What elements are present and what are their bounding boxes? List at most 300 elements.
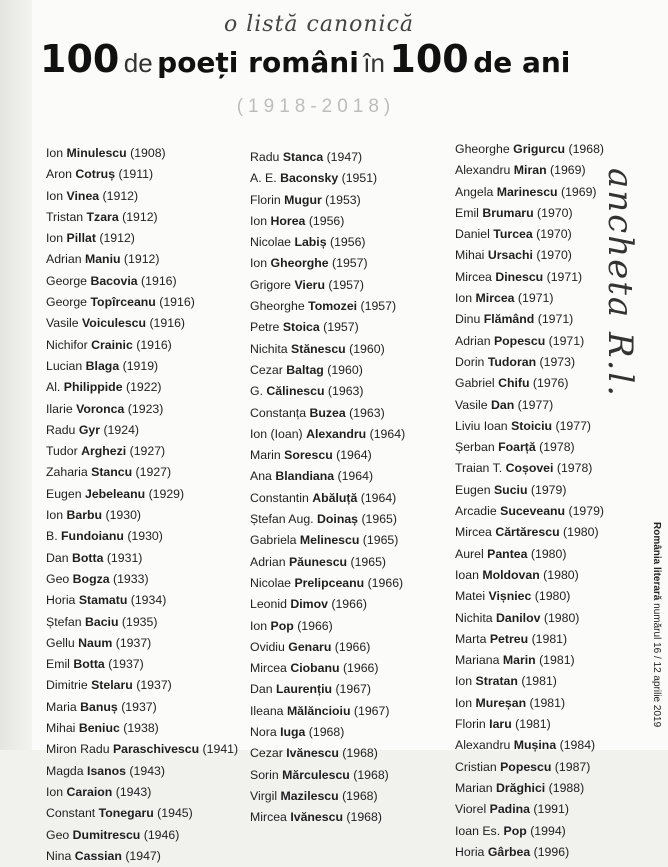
poet-last-name: Vieru bbox=[294, 277, 325, 292]
poet-first-name: Tristan bbox=[46, 209, 84, 224]
poet-first-name: Dinu bbox=[455, 312, 481, 327]
poet-debut-year: (1957) bbox=[332, 256, 368, 271]
poet-first-name: Lucian bbox=[46, 358, 83, 373]
poet-last-name: Horea bbox=[270, 213, 306, 228]
poet-entry bbox=[250, 509, 450, 530]
poet-entry bbox=[250, 743, 450, 764]
source-credit bbox=[648, 522, 668, 752]
survey-signature bbox=[600, 168, 650, 399]
poet-entry bbox=[46, 356, 246, 377]
poet-last-name: Coșovei bbox=[505, 461, 554, 476]
poet-last-name: Gârbea bbox=[487, 844, 531, 859]
poet-first-name: Ion bbox=[250, 256, 268, 271]
poet-first-name: Mihai bbox=[46, 721, 76, 736]
poet-last-name: Pantea bbox=[487, 546, 528, 561]
poet-last-name: Vișniec bbox=[488, 589, 532, 604]
poet-entry bbox=[250, 552, 450, 573]
poet-first-name: Ioan bbox=[455, 567, 479, 582]
poet-first-name: Radu bbox=[46, 422, 76, 437]
poet-last-name: Popescu bbox=[500, 759, 552, 774]
poet-debut-year: (1922) bbox=[125, 380, 162, 395]
poet-last-name: Mușina bbox=[513, 738, 557, 753]
poet-debut-year: (1937) bbox=[136, 678, 172, 693]
poet-entry bbox=[250, 594, 450, 615]
poet-entry bbox=[455, 693, 655, 714]
poet-first-name: Ion bbox=[46, 784, 64, 799]
poet-last-name: Mazilescu bbox=[280, 788, 339, 803]
poet-last-name: Păunescu bbox=[288, 554, 348, 569]
poet-first-name: Alexandru bbox=[455, 738, 511, 753]
poet-last-name: Mălăncioiu bbox=[286, 703, 351, 718]
poet-debut-year: (1937) bbox=[108, 657, 144, 672]
poet-last-name: Cassian bbox=[74, 848, 122, 863]
poet-entry bbox=[250, 360, 450, 381]
poet-debut-year: (1943) bbox=[115, 784, 152, 799]
poet-last-name: Popescu bbox=[493, 333, 546, 348]
poet-last-name: Stoica bbox=[282, 320, 320, 335]
page-title bbox=[40, 37, 620, 81]
poet-first-name: Constant bbox=[46, 806, 96, 821]
kicker-title: o listă canonică bbox=[223, 12, 415, 37]
poet-first-name: Mircea bbox=[455, 269, 492, 284]
poet-entry bbox=[46, 803, 246, 824]
poet-last-name: Blandiana bbox=[275, 469, 335, 484]
poet-last-name: Philippide bbox=[63, 380, 123, 395]
poet-debut-year: (1970) bbox=[536, 248, 572, 263]
year-range: (1918-2018) bbox=[236, 96, 396, 117]
poet-debut-year: (1937) bbox=[121, 699, 157, 714]
poet-debut-year: (1988) bbox=[548, 780, 585, 795]
poet-debut-year: (1979) bbox=[530, 482, 567, 497]
poet-entry bbox=[455, 458, 655, 479]
poet-debut-year: (1971) bbox=[517, 291, 554, 306]
poet-entry bbox=[46, 462, 246, 483]
poet-last-name: Ciobanu bbox=[290, 661, 340, 676]
poet-last-name: Călinescu bbox=[266, 384, 325, 399]
poet-last-name: Voiculescu bbox=[82, 316, 147, 331]
poet-debut-year: (1943) bbox=[129, 763, 165, 778]
poet-debut-year: (1969) bbox=[560, 184, 597, 199]
title-number-2: 100 bbox=[389, 37, 469, 81]
poet-debut-year: (1976) bbox=[532, 376, 569, 391]
poet-first-name: Ion bbox=[46, 188, 64, 203]
poet-debut-year: (1968) bbox=[353, 767, 389, 782]
poet-debut-year: (1960) bbox=[349, 341, 385, 356]
poet-entry bbox=[250, 190, 450, 211]
poet-last-name: Barbu bbox=[66, 508, 103, 523]
poet-debut-year: (1970) bbox=[536, 227, 572, 242]
poet-entry bbox=[455, 608, 655, 629]
poet-first-name: Nina bbox=[46, 848, 72, 863]
poet-entry bbox=[46, 761, 246, 782]
poet-first-name: Emil bbox=[455, 205, 479, 220]
poet-debut-year: (1980) bbox=[543, 610, 580, 625]
poet-last-name: Banuș bbox=[80, 699, 118, 714]
poet-entry bbox=[46, 590, 246, 611]
poet-entry bbox=[46, 675, 246, 696]
poet-entry bbox=[46, 718, 246, 739]
poet-last-name: Paraschivescu bbox=[112, 742, 200, 757]
poet-first-name: Virgil bbox=[250, 788, 278, 803]
poet-last-name: Chifu bbox=[498, 376, 530, 391]
poet-last-name: Botta bbox=[71, 550, 104, 565]
poet-entry bbox=[46, 654, 246, 675]
poet-debut-year: (1947) bbox=[125, 848, 161, 863]
poet-debut-year: (1987) bbox=[554, 759, 591, 774]
poet-debut-year: (1938) bbox=[123, 721, 159, 736]
poet-debut-year: (1981) bbox=[529, 695, 566, 710]
title-word-in: în bbox=[363, 48, 385, 78]
poet-first-name: Gellu bbox=[46, 635, 75, 650]
poet-last-name: Foarță bbox=[498, 440, 536, 455]
poet-last-name: Tzara bbox=[86, 209, 119, 224]
poet-entry bbox=[455, 565, 655, 586]
poet-last-name: Cotruș bbox=[75, 167, 116, 182]
poet-debut-year: (1973) bbox=[539, 354, 576, 369]
poet-first-name: Vasile bbox=[46, 316, 79, 331]
poet-first-name: Sorin bbox=[250, 767, 279, 782]
poet-last-name: Marinescu bbox=[496, 184, 558, 199]
poet-last-name: Stratan bbox=[475, 674, 518, 689]
poet-first-name: Horia bbox=[46, 593, 76, 608]
poet-entry bbox=[46, 484, 246, 505]
poet-entry bbox=[455, 757, 655, 778]
poet-entry bbox=[46, 186, 246, 207]
poet-last-name: Petreu bbox=[489, 631, 529, 646]
poet-first-name: Cristian bbox=[455, 759, 497, 774]
poet-last-name: Tonegaru bbox=[98, 806, 154, 821]
poet-entry bbox=[46, 633, 246, 654]
poet-first-name: Ștefan Aug. bbox=[250, 512, 314, 527]
poet-entry bbox=[250, 616, 450, 637]
poet-debut-year: (1927) bbox=[135, 465, 172, 480]
title-word-ani: de ani bbox=[473, 46, 571, 79]
poet-last-name: Mircea bbox=[475, 291, 515, 306]
poet-first-name: Ana bbox=[250, 469, 272, 484]
poet-debut-year: (1964) bbox=[369, 426, 406, 441]
source-issue: numărul 16 / 12 aprilie 2019 bbox=[651, 603, 662, 728]
poet-debut-year: (1968) bbox=[308, 725, 345, 740]
poet-entry bbox=[455, 501, 655, 522]
poet-entry bbox=[46, 548, 246, 569]
poet-first-name: Ion bbox=[250, 213, 268, 228]
poet-column-2 bbox=[250, 147, 450, 829]
poet-debut-year: (1964) bbox=[360, 490, 397, 505]
poet-entry bbox=[455, 416, 655, 437]
poet-debut-year: (1930) bbox=[127, 529, 163, 544]
poet-first-name: Ion bbox=[455, 291, 473, 306]
poet-debut-year: (1970) bbox=[537, 205, 573, 220]
poet-first-name: Dan bbox=[250, 682, 273, 697]
poet-first-name: Ovidiu bbox=[250, 639, 285, 654]
poet-entry bbox=[46, 399, 246, 420]
poet-entry bbox=[46, 846, 246, 867]
poet-debut-year: (1965) bbox=[361, 512, 397, 527]
poet-first-name: Matei bbox=[455, 589, 486, 604]
poet-entry bbox=[455, 437, 655, 458]
poet-debut-year: (1912) bbox=[102, 188, 139, 203]
poet-first-name: Nicolae bbox=[250, 575, 292, 590]
poet-debut-year: (1977) bbox=[555, 418, 592, 433]
poet-entry bbox=[250, 765, 450, 786]
source-text bbox=[651, 522, 662, 727]
poet-entry bbox=[455, 629, 655, 650]
poet-debut-year: (1924) bbox=[103, 422, 139, 437]
poet-last-name: Pillat bbox=[66, 231, 96, 246]
poet-debut-year: (1919) bbox=[122, 358, 159, 373]
poet-last-name: Dumitrescu bbox=[72, 827, 141, 842]
poet-first-name: Miron Radu bbox=[46, 742, 110, 757]
poet-last-name: Prelipceanu bbox=[294, 575, 365, 590]
poet-first-name: Marian bbox=[455, 780, 493, 795]
poet-first-name: Arcadie bbox=[455, 504, 497, 519]
poet-last-name: Caraion bbox=[66, 784, 113, 799]
poet-last-name: Pop bbox=[270, 618, 294, 633]
poet-first-name: Horia bbox=[455, 844, 485, 859]
poet-entry bbox=[46, 569, 246, 590]
poet-first-name: Ion bbox=[250, 618, 268, 633]
poet-entry bbox=[455, 714, 655, 735]
poet-last-name: Danilov bbox=[496, 610, 541, 625]
poet-last-name: Turcea bbox=[493, 227, 533, 242]
poet-first-name: Nicolae bbox=[250, 235, 292, 250]
poet-last-name: Laurențiu bbox=[275, 682, 333, 697]
poet-first-name: Angela bbox=[455, 184, 494, 199]
poet-debut-year: (1934) bbox=[130, 593, 167, 608]
poet-first-name: Ioan Es. bbox=[455, 823, 501, 838]
poet-entry bbox=[250, 232, 450, 253]
poet-first-name: Adrian bbox=[250, 554, 286, 569]
poet-entry bbox=[250, 253, 450, 274]
poet-entry bbox=[455, 671, 655, 692]
poet-first-name: Aurel bbox=[455, 546, 484, 561]
poet-entry bbox=[455, 799, 655, 820]
poet-last-name: Arghezi bbox=[81, 444, 127, 459]
poet-debut-year: (1941) bbox=[202, 742, 239, 757]
poet-debut-year: (1957) bbox=[328, 277, 364, 292]
poet-debut-year: (1963) bbox=[349, 405, 385, 420]
poet-first-name: Mariana bbox=[455, 653, 500, 668]
poet-entry bbox=[46, 164, 246, 185]
poet-entry bbox=[46, 441, 246, 462]
poet-first-name: Gabriela bbox=[250, 533, 297, 548]
poet-last-name: Mugur bbox=[284, 192, 322, 207]
poet-debut-year: (1953) bbox=[325, 192, 361, 207]
poet-debut-year: (1960) bbox=[327, 362, 363, 377]
poet-last-name: Suciu bbox=[493, 482, 528, 497]
poet-first-name: Viorel bbox=[455, 802, 487, 817]
poet-debut-year: (1981) bbox=[515, 717, 551, 732]
poet-first-name: Maria bbox=[46, 699, 77, 714]
poet-last-name: Melinescu bbox=[299, 533, 360, 548]
poet-last-name: Stelaru bbox=[91, 678, 133, 693]
poet-first-name: Adrian bbox=[455, 333, 491, 348]
poet-first-name: Alexandru bbox=[455, 163, 511, 178]
poet-first-name: Cezar bbox=[250, 362, 283, 377]
poet-first-name: Gabriel bbox=[455, 376, 495, 391]
poet-first-name: Geo bbox=[46, 571, 70, 586]
poet-last-name: Padina bbox=[489, 802, 530, 817]
poet-first-name: Daniel bbox=[455, 227, 490, 242]
poet-last-name: Sorescu bbox=[284, 448, 333, 463]
poet-debut-year: (1966) bbox=[331, 597, 367, 612]
poet-entry bbox=[250, 530, 450, 551]
poet-entry bbox=[250, 339, 450, 360]
poet-last-name: Botta bbox=[73, 657, 105, 672]
poet-entry bbox=[250, 637, 450, 658]
poet-last-name: Doinaș bbox=[317, 512, 359, 527]
poet-last-name: Stoiciu bbox=[511, 418, 553, 433]
poet-last-name: Bacovia bbox=[90, 273, 138, 288]
poet-debut-year: (1927) bbox=[129, 444, 166, 459]
poet-first-name: Florin bbox=[250, 192, 281, 207]
poet-debut-year: (1963) bbox=[327, 384, 364, 399]
poet-entry bbox=[250, 679, 450, 700]
poet-debut-year: (1923) bbox=[127, 401, 164, 416]
poet-last-name: Drăghici bbox=[496, 780, 546, 795]
poet-debut-year: (1981) bbox=[539, 653, 575, 668]
poet-first-name: Gheorghe bbox=[250, 299, 305, 314]
poet-debut-year: (1965) bbox=[350, 554, 387, 569]
poet-entry bbox=[250, 445, 450, 466]
poet-last-name: Stănescu bbox=[291, 341, 346, 356]
poet-column-1 bbox=[46, 143, 246, 867]
poet-entry bbox=[46, 228, 246, 249]
poet-debut-year: (1980) bbox=[563, 525, 599, 540]
poet-first-name: Petre bbox=[250, 320, 280, 335]
poet-last-name: Ivănescu bbox=[286, 746, 339, 761]
poet-first-name: A. E. bbox=[250, 171, 277, 186]
poet-first-name: G. bbox=[250, 384, 263, 399]
poet-first-name: Marta bbox=[455, 631, 487, 646]
poet-debut-year: (1971) bbox=[537, 312, 574, 327]
poet-debut-year: (1965) bbox=[362, 533, 399, 548]
poet-first-name: Mircea bbox=[250, 810, 287, 825]
poet-debut-year: (1916) bbox=[141, 273, 177, 288]
poet-entry bbox=[455, 522, 655, 543]
poet-first-name: Ilarie bbox=[46, 401, 73, 416]
poet-first-name: Constanța bbox=[250, 405, 307, 420]
poet-last-name: Tudoran bbox=[487, 354, 537, 369]
poet-debut-year: (1908) bbox=[130, 146, 166, 160]
poet-entry bbox=[46, 377, 246, 398]
poet-first-name: Dorin bbox=[455, 354, 485, 369]
poet-first-name: Ion (Ioan) bbox=[250, 426, 303, 441]
signature-text: ancheta R.l. bbox=[600, 168, 640, 399]
poet-entry bbox=[46, 335, 246, 356]
poet-first-name: Magda bbox=[46, 763, 84, 778]
poet-debut-year: (1977) bbox=[517, 397, 554, 412]
poet-first-name: Nichita bbox=[250, 341, 288, 356]
poet-debut-year: (1951) bbox=[341, 171, 378, 186]
poet-debut-year: (1966) bbox=[367, 575, 404, 590]
poet-first-name: Gheorghe bbox=[455, 142, 510, 156]
poet-entry bbox=[455, 821, 655, 842]
poet-first-name: Ileana bbox=[250, 703, 284, 718]
poet-debut-year: (1971) bbox=[548, 333, 585, 348]
poet-debut-year: (1981) bbox=[531, 631, 568, 646]
poet-first-name: Nichita bbox=[455, 610, 493, 625]
poet-first-name: Eugen bbox=[455, 482, 491, 497]
poet-first-name: Mihai bbox=[455, 248, 485, 263]
poet-entry bbox=[250, 658, 450, 679]
poet-debut-year: (1991) bbox=[533, 802, 569, 817]
poet-first-name: Eugen bbox=[46, 486, 82, 501]
poet-last-name: Dan bbox=[491, 397, 515, 412]
poet-entry bbox=[455, 586, 655, 607]
poet-first-name: Dan bbox=[46, 550, 69, 565]
poet-first-name: Nora bbox=[250, 725, 277, 740]
poet-debut-year: (1967) bbox=[353, 703, 390, 718]
poet-debut-year: (1994) bbox=[530, 823, 566, 838]
poet-entry bbox=[250, 701, 450, 722]
poet-last-name: Blaga bbox=[85, 358, 120, 373]
poet-last-name: Tomozei bbox=[308, 299, 358, 314]
poet-first-name: Constantin bbox=[250, 490, 309, 505]
poet-last-name: Alexandru bbox=[306, 426, 367, 441]
poet-debut-year: (1947) bbox=[326, 150, 363, 164]
poet-entry bbox=[250, 807, 450, 828]
poet-first-name: Mircea bbox=[250, 661, 287, 676]
poet-debut-year: (1929) bbox=[148, 486, 185, 501]
poet-last-name: Beniuc bbox=[78, 721, 120, 736]
poet-first-name: Al. bbox=[46, 380, 61, 395]
poet-entry bbox=[46, 697, 246, 718]
poet-debut-year: (1979) bbox=[568, 504, 605, 519]
poet-entry bbox=[250, 317, 450, 338]
poet-entry bbox=[455, 139, 655, 160]
poet-first-name: Mircea bbox=[455, 525, 492, 540]
poet-debut-year: (1966) bbox=[342, 661, 379, 676]
poet-debut-year: (1996) bbox=[533, 844, 570, 859]
poet-debut-year: (1931) bbox=[106, 550, 143, 565]
poet-debut-year: (1956) bbox=[329, 235, 366, 250]
poet-last-name: Moldovan bbox=[482, 567, 540, 582]
poet-entry bbox=[46, 782, 246, 803]
poet-last-name: Grigurcu bbox=[513, 142, 566, 156]
poet-debut-year: (1912) bbox=[122, 209, 158, 224]
poet-last-name: Baltag bbox=[286, 362, 324, 377]
poet-first-name: Nichifor bbox=[46, 337, 88, 352]
poet-entry bbox=[250, 275, 450, 296]
poet-debut-year: (1969) bbox=[550, 163, 586, 178]
poet-entry bbox=[250, 722, 450, 743]
poet-last-name: Gyr bbox=[78, 422, 101, 437]
poet-debut-year: (1964) bbox=[337, 469, 374, 484]
poet-entry bbox=[250, 381, 450, 402]
poet-debut-year: (1916) bbox=[149, 316, 185, 331]
poet-last-name: Fundoianu bbox=[61, 529, 124, 544]
poet-debut-year: (1911) bbox=[118, 167, 154, 182]
poet-debut-year: (1912) bbox=[123, 252, 160, 267]
poet-entry bbox=[46, 292, 246, 313]
poet-entry bbox=[250, 573, 450, 594]
poet-entry bbox=[455, 735, 655, 756]
poet-debut-year: (1946) bbox=[143, 827, 180, 842]
poet-entry bbox=[46, 420, 246, 441]
poet-last-name: Iuga bbox=[280, 725, 306, 740]
poet-last-name: Topîrceanu bbox=[90, 295, 156, 310]
poet-first-name: George bbox=[46, 295, 88, 310]
poet-entry bbox=[46, 505, 246, 526]
poet-last-name: Dinescu bbox=[495, 269, 544, 284]
poet-debut-year: (1935) bbox=[121, 614, 158, 629]
poet-debut-year: (1930) bbox=[105, 508, 142, 523]
poet-entry bbox=[250, 403, 450, 424]
poet-debut-year: (1971) bbox=[546, 269, 583, 284]
poet-last-name: Bogza bbox=[72, 571, 110, 586]
poet-entry bbox=[250, 296, 450, 317]
